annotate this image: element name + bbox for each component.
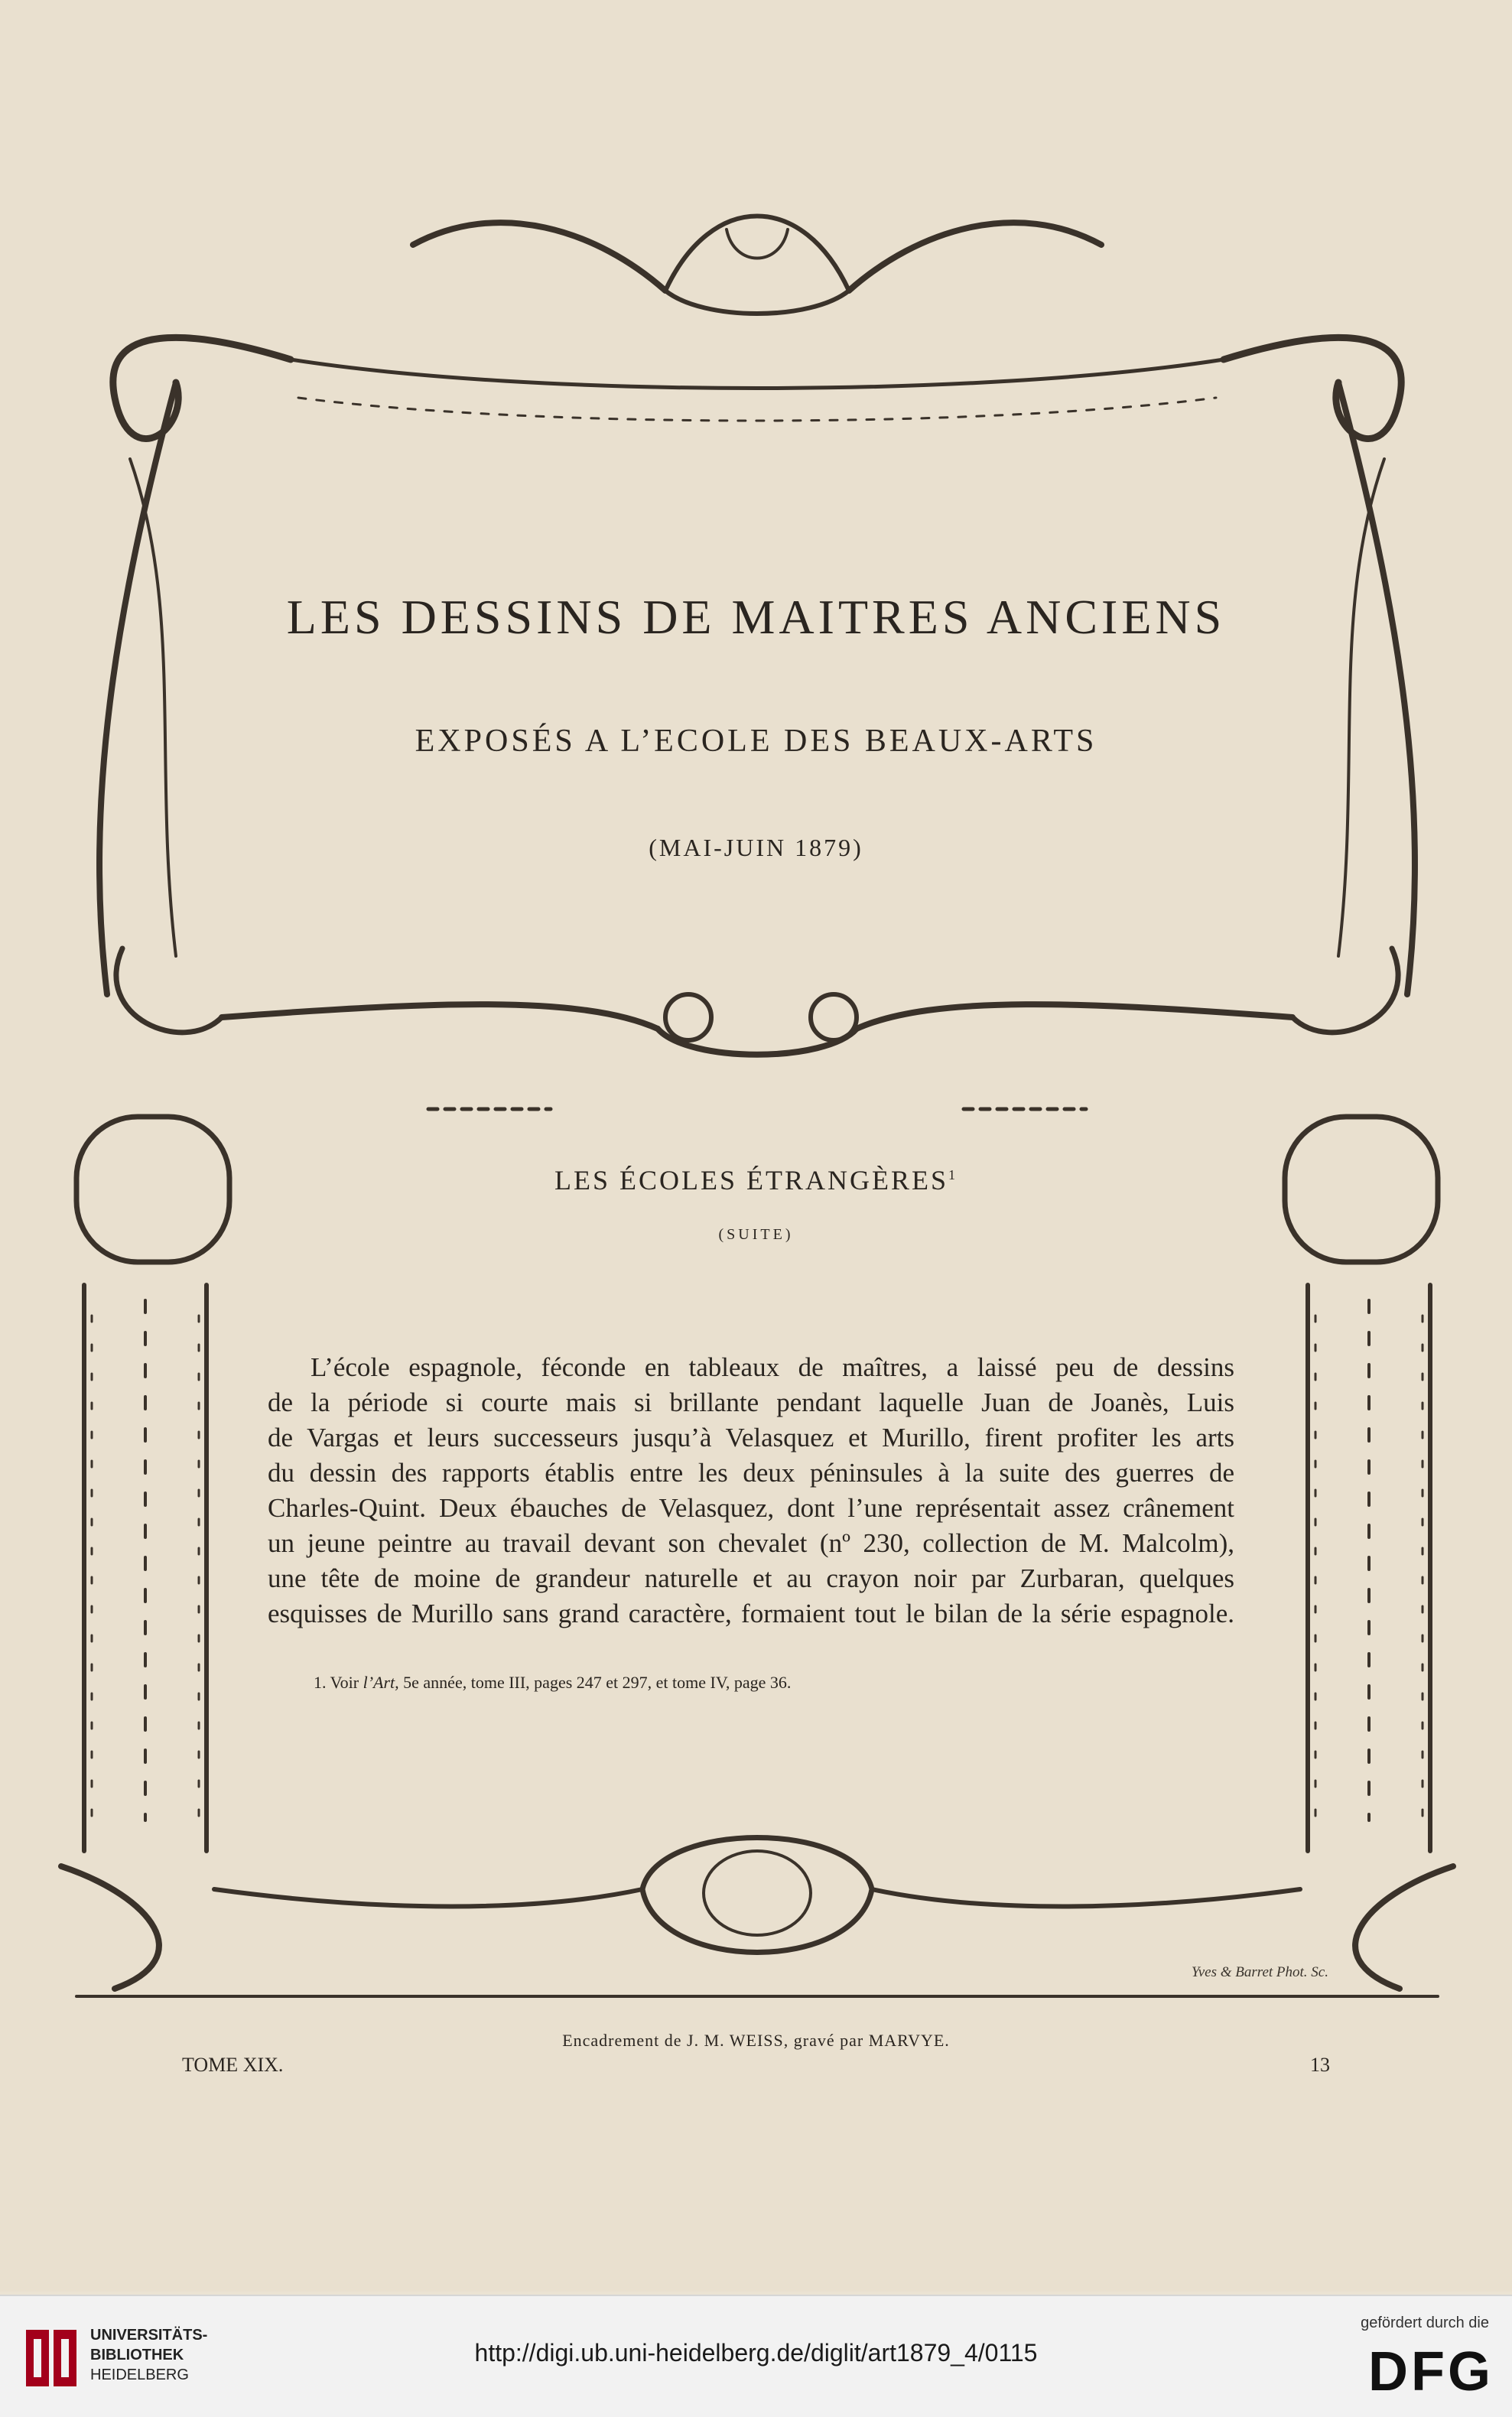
footnote-prefix: 1. Voir <box>314 1673 363 1692</box>
footnote <box>314 1673 791 1693</box>
section-title-text: LES ÉCOLES ÉTRANGÈRES <box>554 1165 948 1195</box>
date-line: (MAI-JUIN 1879) <box>649 834 863 861</box>
paragraph-line: du dessin des rapports établis entre les deux péninsules à la suite des guerres de <box>268 1458 1234 1488</box>
library-name-line: HEIDELBERG <box>90 2367 189 2383</box>
dfg-funding-label: gefördert durch die <box>1361 2315 1489 2331</box>
footnote-marker: 1 <box>948 1167 958 1182</box>
paragraph-line: L’école espagnole, féconde en tableaux de maîtres, a laissé peu de dessins <box>311 1352 1234 1382</box>
footnote-journal: l’Art, <box>363 1673 399 1692</box>
viewer-footer-bar <box>0 2295 1512 2417</box>
engraver-credit: Yves & Barret Phot. Sc. <box>1191 1964 1328 1980</box>
library-name-line: UNIVERSITÄTS- <box>90 2327 208 2344</box>
paragraph-line: une tête de moine de grandeur naturelle et au crayon noir par Zurbaran, quelques <box>268 1563 1234 1593</box>
library-name-line: BIBLIOTHEK <box>90 2347 184 2363</box>
paragraph-line: esquisses de Murillo sans grand caractère, formaient tout le bilan de la série espagnole. <box>268 1599 1234 1628</box>
paragraph-line: de Vargas et leurs successeurs jusqu’à Velasquez et Murillo, firent profiter les arts <box>268 1423 1234 1452</box>
section-subtitle: (SUITE) <box>718 1226 794 1243</box>
permalink-url[interactable]: http://digi.ub.uni-heidelberg.de/diglit/art1879_4/0115 <box>474 2339 1038 2367</box>
paragraph-line: un jeune peintre au travail devant son chevalet (nº 230, collection de M. Malcolm), <box>268 1528 1234 1558</box>
subtitle: EXPOSÉS A L’ECOLE DES BEAUX-ARTS <box>415 724 1097 759</box>
frame-caption: Encadrement de J. M. WEISS, gravé par MARVYE. <box>562 2031 950 2050</box>
main-title: LES DESSINS DE MAITRES ANCIENS <box>286 590 1226 644</box>
paragraph-line: Charles-Quint. Deux ébauches de Velasquez, dont l’une représentait assez crânement <box>268 1493 1234 1523</box>
dfg-logo[interactable]: DFG <box>1368 2341 1494 2402</box>
footnote-text: 5e année, tome III, pages 247 et 297, et tome IV, page 36. <box>398 1673 792 1692</box>
tome-label: TOME XIX. <box>182 2054 284 2076</box>
body-paragraph <box>268 1350 1234 1631</box>
paragraph-line: de la période si courte mais si brillante pendant laquelle Juan de Joanès, Luis <box>268 1387 1234 1417</box>
page-number: 13 <box>1310 2054 1330 2076</box>
section-title <box>0 1164 1512 1196</box>
